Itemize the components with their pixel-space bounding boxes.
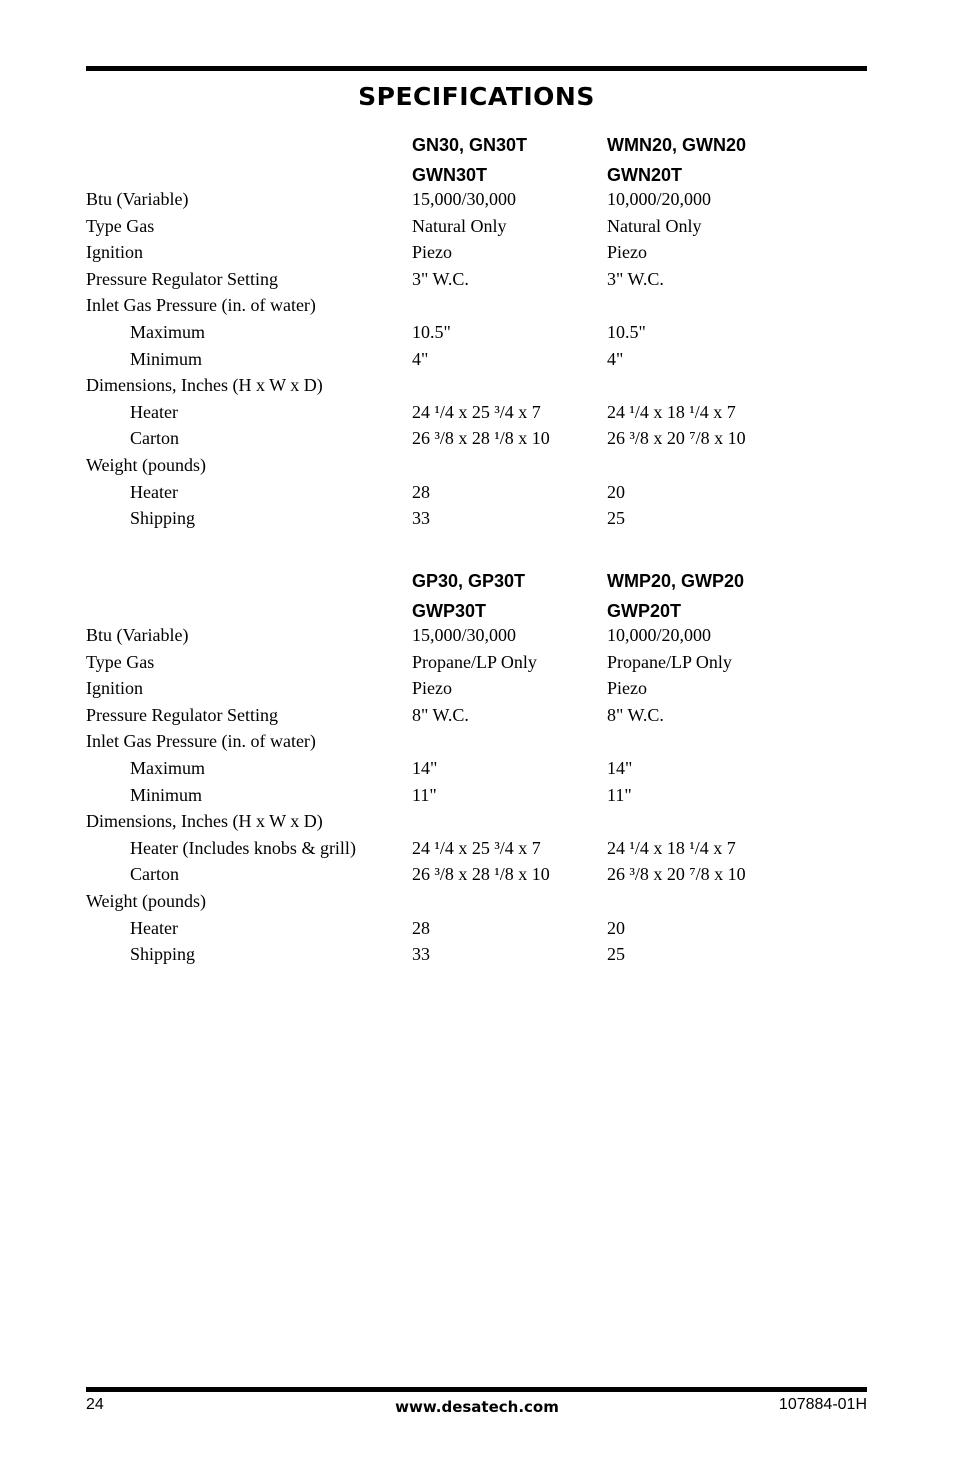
- table-row: [86, 861, 867, 888]
- row-value-col-1: 4": [412, 348, 429, 369]
- row-label: Heater: [130, 917, 178, 938]
- table-row: [86, 399, 867, 426]
- row-label: Heater: [130, 481, 178, 502]
- row-label: Dimensions, Inches (H x W x D): [86, 811, 323, 832]
- column-header-2-line-1: WMN20, GWN20: [607, 135, 747, 155]
- row-value-col-1: 33: [412, 508, 430, 529]
- table-row: [86, 915, 867, 942]
- table-row: [86, 186, 867, 213]
- row-value-col-1: 26 ³/8 x 28 ¹/8 x 10: [412, 864, 550, 885]
- row-value-col-2: 24 ¹/4 x 18 ¹/4 x 7: [607, 401, 736, 422]
- table-row: [86, 649, 867, 676]
- column-header-2-line-2: GWN20T: [607, 165, 683, 185]
- row-label: Ignition: [86, 678, 143, 699]
- header-row: [86, 162, 867, 186]
- row-value-col-1: Propane/LP Only: [412, 651, 537, 672]
- spec-table-natural-gas: [86, 132, 867, 532]
- row-label: Minimum: [130, 784, 203, 805]
- row-label: Weight (pounds): [86, 890, 207, 911]
- top-rule: [86, 66, 867, 71]
- row-value-col-1: Natural Only: [412, 215, 507, 236]
- table-row: [86, 239, 867, 266]
- page-number: 24: [86, 1396, 104, 1413]
- row-value-col-1: 33: [412, 944, 430, 965]
- row-value-col-2: 3" W.C.: [607, 268, 664, 289]
- row-value-col-2: Natural Only: [607, 215, 702, 236]
- row-value-col-2: 25: [607, 508, 625, 529]
- table-row: [86, 372, 867, 399]
- table-row: [86, 835, 867, 862]
- row-value-col-2: 4": [607, 348, 624, 369]
- table-row: [86, 479, 867, 506]
- row-value-col-1: 15,000/30,000: [412, 189, 517, 209]
- row-value-col-2: 26 ³/8 x 20 ⁷/8 x 10: [607, 428, 746, 449]
- row-value-col-2: 25: [607, 944, 625, 965]
- row-value-col-1: Piezo: [412, 242, 452, 263]
- row-value-col-2: 26 ³/8 x 20 ⁷/8 x 10: [607, 864, 746, 885]
- row-label: Type Gas: [86, 215, 155, 236]
- row-label: Dimensions, Inches (H x W x D): [86, 375, 323, 396]
- table-row: [86, 808, 867, 835]
- row-value-col-1: 24 ¹/4 x 25 ³/4 x 7: [412, 837, 541, 858]
- row-value-col-2: 10.5": [607, 321, 646, 342]
- table-row: [86, 319, 867, 346]
- row-label: Btu (Variable): [86, 189, 189, 209]
- row-label: Inlet Gas Pressure (in. of water): [86, 295, 316, 316]
- row-value-col-1: 28: [412, 917, 430, 938]
- column-header-2-line-1: WMP20, GWP20: [607, 571, 745, 591]
- row-label: Pressure Regulator Setting: [86, 268, 278, 289]
- table-row: [86, 425, 867, 452]
- table-row: [86, 292, 867, 319]
- row-label: Type Gas: [86, 651, 155, 672]
- spec-table-propane: [86, 568, 867, 968]
- row-value-col-2: Piezo: [607, 242, 647, 263]
- document-number: 107884-01H: [778, 1396, 867, 1413]
- row-label: Heater: [130, 401, 178, 422]
- table-row: [86, 452, 867, 479]
- row-label: Inlet Gas Pressure (in. of water): [86, 731, 316, 752]
- row-label: Pressure Regulator Setting: [86, 704, 278, 725]
- row-value-col-1: 26 ³/8 x 28 ¹/8 x 10: [412, 428, 550, 449]
- table-row: [86, 941, 867, 968]
- row-value-col-1: 24 ¹/4 x 25 ³/4 x 7: [412, 401, 541, 422]
- row-value-col-1: 11": [412, 784, 437, 805]
- row-label: Weight (pounds): [86, 454, 207, 475]
- table-row: [86, 213, 867, 240]
- spec-rows: [86, 622, 867, 968]
- row-label: Carton: [130, 864, 179, 885]
- table-row: [86, 702, 867, 729]
- row-label: Shipping: [130, 508, 196, 529]
- row-label: Ignition: [86, 242, 143, 263]
- row-value-col-2: 14": [607, 757, 633, 778]
- row-value-col-1: 10.5": [412, 321, 451, 342]
- row-value-col-2: 11": [607, 784, 632, 805]
- row-value-col-1: 28: [412, 481, 430, 502]
- row-label: Heater (Includes knobs & grill): [130, 837, 356, 858]
- row-value-col-1: 3" W.C.: [412, 268, 469, 289]
- table-row: [86, 888, 867, 915]
- column-header-2-line-2: GWP20T: [607, 601, 682, 621]
- row-value-col-2: 20: [607, 917, 625, 938]
- table-row: [86, 728, 867, 755]
- row-value-col-2: 8" W.C.: [607, 704, 664, 725]
- row-label: Btu (Variable): [86, 625, 189, 645]
- row-value-col-1: 14": [412, 757, 438, 778]
- row-label: Shipping: [130, 944, 196, 965]
- row-value-col-2: 24 ¹/4 x 18 ¹/4 x 7: [607, 837, 736, 858]
- row-value-col-1: Piezo: [412, 678, 452, 699]
- column-header-1-line-1: GN30, GN30T: [412, 135, 528, 155]
- bottom-rule: [86, 1387, 867, 1392]
- column-header-1-line-2: GWP30T: [412, 601, 487, 621]
- column-header-1-line-1: GP30, GP30T: [412, 571, 526, 591]
- column-header-1-line-2: GWN30T: [412, 165, 488, 185]
- row-value-col-1: 15,000/30,000: [412, 625, 517, 645]
- row-label: Minimum: [130, 348, 203, 369]
- header-row: [86, 132, 867, 162]
- header-row: [86, 598, 867, 622]
- website-link[interactable]: www.desatech.com: [395, 1398, 559, 1416]
- row-value-col-2: 20: [607, 481, 625, 502]
- spec-rows: [86, 186, 867, 532]
- table-row: [86, 675, 867, 702]
- page-title: SPECIFICATIONS: [358, 82, 595, 111]
- table-row: [86, 755, 867, 782]
- table-row: [86, 782, 867, 809]
- table-row: [86, 622, 867, 649]
- row-value-col-2: Piezo: [607, 678, 647, 699]
- row-value-col-2: Propane/LP Only: [607, 651, 732, 672]
- row-label: Maximum: [130, 321, 205, 342]
- table-row: [86, 346, 867, 373]
- row-value-col-1: 8" W.C.: [412, 704, 469, 725]
- row-label: Carton: [130, 428, 179, 449]
- row-value-col-2: 10,000/20,000: [607, 189, 712, 209]
- row-label: Maximum: [130, 757, 205, 778]
- table-row: [86, 505, 867, 532]
- header-row: [86, 568, 867, 598]
- row-value-col-2: 10,000/20,000: [607, 625, 712, 645]
- table-row: [86, 266, 867, 293]
